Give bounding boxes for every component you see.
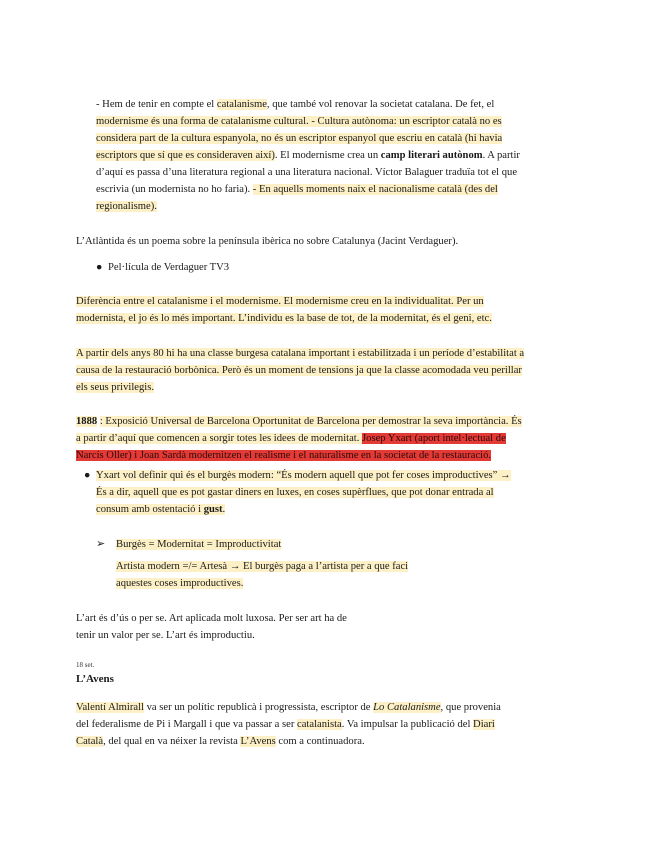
bullet-text: Pel·lícula de Verdaguer TV3 — [108, 262, 230, 273]
paragraph-burgesia — [76, 345, 586, 396]
text-line: d’aquí es passa d’una literatura regional a una literatura nacional. Víctor Balaguer traduïa tot el que — [96, 167, 518, 178]
bullet-item-verdaguer — [96, 259, 508, 276]
paragraph-catalanisme — [96, 96, 566, 215]
text-line: L’art és d’ús o per se. Art aplicada molt luxosa. Per ser art ha de — [76, 613, 347, 624]
arrow-bullet-icon: ➢ — [96, 538, 106, 550]
section-date: 18 set. — [76, 661, 95, 669]
paragraph-atlantida — [76, 233, 576, 250]
text-line: Burgès = Modernitat = Improductivitat — [116, 539, 282, 550]
arrow-item-subtext — [116, 558, 516, 592]
section-title: L’Avens — [76, 673, 114, 685]
text-line: modernista, el jo és lo més important. L’individu es la base de tot, de la modernitat, és el geni, etc. — [76, 313, 492, 324]
text-line: Yxart vol definir qui és el burgès modern: “És modern aquell que pot fer coses improductives” → — [96, 470, 511, 481]
text-line: regionalisme). — [96, 201, 157, 212]
paragraph-almirall — [76, 699, 586, 750]
bullet-icon: ● — [84, 470, 91, 481]
text-line: escriptors que sí que es consideraven així). El modernisme crea un camp literari autònom. A partir — [96, 150, 520, 161]
text-line: aquestes coses improductives. — [116, 578, 244, 589]
bullet-icon: ● — [96, 262, 103, 273]
text-line: Diferència entre el catalanisme i el modernisme. El modernisme creu en la individualitat. Per un — [76, 296, 484, 307]
paragraph-exposicio-1888 — [76, 413, 586, 464]
text-line: A partir dels anys 80 hi ha una classe burgesa catalana important i estabilitzada i un període d’estabilitat a — [76, 348, 525, 359]
bullet-item-yxart — [84, 467, 590, 518]
text-line: causa de la restauració borbònica. Però és un moment de tensions ja que la classe acomodada veu perillar — [76, 365, 522, 376]
text-line: considera part de la cultura espanyola, no és un escriptor espanyol que escriu en català (hi havia — [96, 133, 503, 144]
text-line: a partir d’aquí que comencen a sorgir totes les idees de modernitat. Josep Yxart (aport intel·lectual de — [76, 433, 506, 444]
text-line: consum amb ostentació i gust. — [96, 504, 226, 515]
text-line: És a dir, aquell que es pot gastar diners en luxes, en coses supèrflues, que pot donar entrada al — [96, 487, 494, 498]
text-line: Valentí Almirall va ser un polític republicà i progressista, escriptor de Lo Catalanisme, que provenia — [76, 702, 501, 713]
text-line: del federalisme de Pi i Margall i que va passar a ser catalanista. Va impulsar la publicació del Diari — [76, 719, 495, 730]
text-line: - Hem de tenir en compte el catalanisme, que també vol renovar la societat catalana. De fet, el — [96, 99, 495, 110]
text-line: Català, del qual en va néixer la revista L’Avens com a continuadora. — [76, 736, 365, 747]
text-line: L’Atlàntida és un poema sobre la península ibèrica no sobre Catalunya (Jacint Verdaguer). — [76, 236, 459, 247]
paragraph-art — [76, 610, 476, 644]
paragraph-diferencia — [76, 293, 586, 327]
text-line: Artista modern =/= Artesà → El burgès paga a l’artista per a que faci — [116, 561, 409, 572]
text-line: tenir un valor per se. L’art és improductiu. — [76, 630, 255, 641]
text-line: escrivia (un modernista no ho faria). - En aquells moments naix el nacionalisme català (des del — [96, 184, 498, 195]
arrow-item-burges — [96, 536, 516, 553]
text-line: els seus privilegis. — [76, 382, 154, 393]
text-line: Narcís Oller) i Joan Sardà modernitzen el realisme i el naturalisme en la societat de la restauració. — [76, 450, 492, 461]
text-line: modernisme és una forma de catalanisme cultural. - Cultura autònoma: un escriptor català no es — [96, 116, 502, 127]
text-line: 1888 : Exposició Universal de Barcelona Oportunitat de Barcelona per demostrar la seva importància. És — [76, 416, 522, 427]
